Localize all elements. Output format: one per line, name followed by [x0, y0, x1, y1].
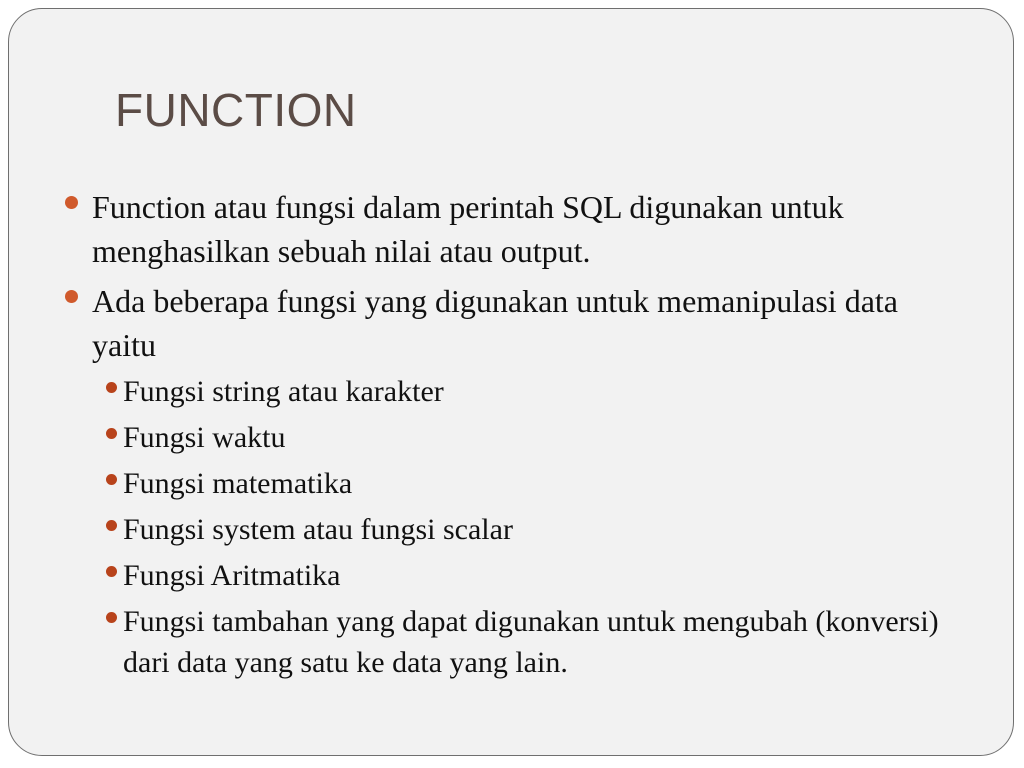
slide-title: FUNCTION [115, 84, 357, 136]
sub-bullet-text: Fungsi waktu [123, 421, 286, 454]
bullet-text: Ada beberapa fungsi yang digunakan untuk memanipulasi data yaitu [92, 283, 898, 363]
sub-bullet-icon [106, 382, 117, 393]
bullet-text: Function atau fungsi dalam perintah SQL digunakan untuk menghasilkan sebuah nilai atau output. [92, 189, 844, 269]
sub-bullet-text: Fungsi tambahan yang dapat digunakan untuk mengubah (konversi) dari data yang satu ke data yang lain. [123, 605, 939, 679]
sub-bullet-text: Fungsi Aritmatika [123, 559, 341, 592]
sub-bullet-item [92, 555, 962, 596]
sub-bullet-icon [106, 474, 117, 485]
bullet-icon [65, 196, 78, 209]
sub-bullet-text: Fungsi string atau karakter [123, 375, 444, 408]
sub-bullet-item [92, 463, 962, 504]
bullet-item [62, 185, 962, 273]
sub-bullet-text: Fungsi system atau fungsi scalar [123, 513, 513, 546]
sub-bullet-item [92, 371, 962, 412]
sub-bullet-item [92, 417, 962, 458]
slide-body [62, 185, 962, 689]
bullet-icon [65, 290, 78, 303]
sub-bullet-list [92, 371, 962, 683]
sub-bullet-icon [106, 520, 117, 531]
sub-bullet-icon [106, 612, 117, 623]
bullet-item [62, 279, 962, 683]
sub-bullet-text: Fungsi matematika [123, 467, 353, 500]
sub-bullet-item [92, 509, 962, 550]
sub-bullet-item [92, 601, 962, 683]
sub-bullet-icon [106, 428, 117, 439]
sub-bullet-icon [106, 566, 117, 577]
bullet-list [62, 185, 962, 683]
